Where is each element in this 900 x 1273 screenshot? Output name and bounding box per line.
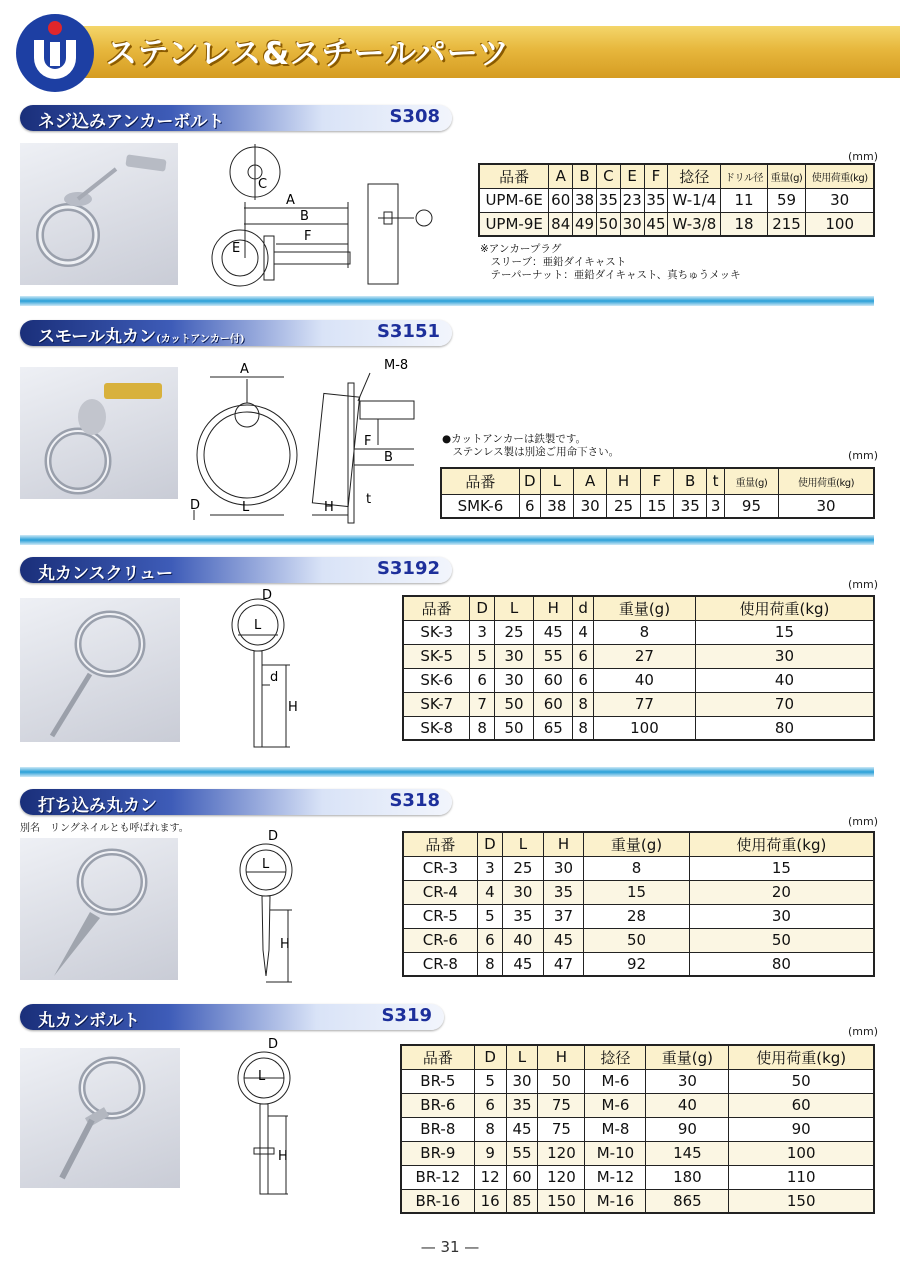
dim-label-h: H [324, 500, 334, 515]
table-cell: 35 [543, 880, 584, 904]
table-cell: 50 [596, 212, 620, 236]
table-cell: UPM-9E [479, 212, 549, 236]
table-cell: CR-3 [403, 856, 477, 880]
dim-label-h: H [280, 937, 290, 952]
table-cell: 60 [534, 668, 573, 692]
column-header: 使用荷重(kg) [695, 596, 874, 620]
table-cell: 8 [573, 716, 594, 740]
table-cell: CR-4 [403, 880, 477, 904]
dim-label-l: L [242, 500, 250, 515]
table-cell: 11 [721, 188, 767, 212]
dim-label-d: D [268, 1037, 279, 1052]
table-cell: 6 [573, 644, 594, 668]
table-cell: BR-9 [401, 1141, 474, 1165]
table-cell: M-6 [585, 1069, 646, 1093]
table-cell: BR-6 [401, 1093, 474, 1117]
table-cell: 35 [596, 188, 620, 212]
column-header: 品番 [403, 832, 477, 856]
product-code: S319 [381, 1005, 432, 1026]
column-header: 重量(g) [593, 596, 695, 620]
table-cell: 85 [506, 1189, 538, 1213]
column-header: H [534, 596, 573, 620]
table-cell: SK-3 [403, 620, 470, 644]
table-cell: 9 [474, 1141, 506, 1165]
table-cell: M-10 [585, 1141, 646, 1165]
column-header: A [574, 468, 607, 494]
note-text [442, 433, 619, 459]
table-cell: 6 [474, 1093, 506, 1117]
table-cell: 45 [506, 1117, 538, 1141]
table-cell: 16 [474, 1189, 506, 1213]
table-cell: 45 [534, 620, 573, 644]
table-cell: M-6 [585, 1093, 646, 1117]
column-header: D [477, 832, 502, 856]
table-cell: 35 [674, 494, 707, 518]
ring-nail-photo-illustration [20, 838, 178, 980]
table-cell: 25 [607, 494, 640, 518]
column-header: D [474, 1045, 506, 1069]
column-header: t [707, 468, 725, 494]
column-header: L [540, 468, 573, 494]
table-cell: W-3/8 [668, 212, 721, 236]
unit-label: (mm) [848, 1025, 879, 1038]
table-row [403, 904, 874, 928]
table-cell: CR-8 [403, 952, 477, 976]
table-row [403, 620, 874, 644]
section-title-bar [20, 1004, 444, 1030]
table-cell: 49 [573, 212, 597, 236]
dim-label-d-small: d [270, 670, 279, 685]
table-cell: BR-5 [401, 1069, 474, 1093]
table-cell: M-16 [585, 1189, 646, 1213]
column-header: H [607, 468, 640, 494]
table-cell: 55 [506, 1141, 538, 1165]
table-cell: M-12 [585, 1165, 646, 1189]
column-header: B [573, 164, 597, 188]
column-header: H [543, 832, 584, 856]
table-cell: 50 [494, 692, 533, 716]
dim-label-a: A [286, 193, 295, 208]
table-cell: 25 [503, 856, 544, 880]
table-cell: 215 [767, 212, 806, 236]
table-cell: 40 [695, 668, 874, 692]
table-cell: 5 [470, 644, 495, 668]
table-cell: BR-8 [401, 1117, 474, 1141]
table-cell: 27 [593, 644, 695, 668]
table-cell: 30 [620, 212, 644, 236]
table-cell: 90 [729, 1117, 874, 1141]
table-cell: SK-8 [403, 716, 470, 740]
table-cell: 5 [477, 904, 502, 928]
table-cell: 8 [573, 692, 594, 716]
spec-table [478, 163, 875, 237]
column-header: B [674, 468, 707, 494]
page-number: — 31 — [420, 1238, 480, 1256]
column-header: 使用荷重(kg) [729, 1045, 874, 1069]
column-header: 重量(g) [646, 1045, 729, 1069]
product-photo [20, 1048, 180, 1188]
dim-label-f: F [364, 434, 372, 449]
product-code: S3192 [376, 558, 440, 579]
table-cell: 180 [646, 1165, 729, 1189]
small-ring-photo-illustration [20, 367, 178, 499]
section-divider [20, 296, 874, 306]
column-header: C [596, 164, 620, 188]
dim-label-e: E [232, 241, 241, 256]
table-cell: 15 [640, 494, 673, 518]
table-cell: 50 [584, 928, 690, 952]
table-cell: 77 [593, 692, 695, 716]
table-row [401, 1069, 874, 1093]
table-cell: SK-5 [403, 644, 470, 668]
table-row [403, 880, 874, 904]
dim-label-h: H [288, 700, 298, 715]
table-cell: 4 [477, 880, 502, 904]
table-cell: 8 [584, 856, 690, 880]
table-cell: 100 [593, 716, 695, 740]
table-cell: 5 [474, 1069, 506, 1093]
table-cell: 30 [695, 644, 874, 668]
table-cell: 30 [574, 494, 607, 518]
section-title-bar [20, 789, 452, 815]
table-cell: 30 [494, 644, 533, 668]
table-cell: 30 [503, 880, 544, 904]
table-row [401, 1093, 874, 1117]
dim-label-d: D [262, 588, 273, 603]
product-photo [20, 143, 178, 285]
section-title: 丸カンボルト [38, 1011, 140, 1030]
section-title-sub: (カットアンカー付) [155, 334, 245, 345]
table-cell: 45 [644, 212, 668, 236]
column-header: 品番 [479, 164, 549, 188]
dim-label-t: t [366, 492, 372, 507]
table-cell: 40 [593, 668, 695, 692]
section-title-bar [20, 105, 452, 131]
spec-table [402, 831, 875, 977]
page-header [0, 0, 900, 100]
table-cell: 23 [620, 188, 644, 212]
table-row [403, 692, 874, 716]
table-cell: BR-16 [401, 1189, 474, 1213]
spec-table [402, 595, 875, 741]
table-cell: 80 [689, 952, 874, 976]
table-cell: 110 [729, 1165, 874, 1189]
table-cell: BR-12 [401, 1165, 474, 1189]
anchor-bolt-photo-illustration [20, 143, 178, 285]
table-cell: 75 [538, 1093, 585, 1117]
table-cell: 18 [721, 212, 767, 236]
table-cell: 15 [689, 856, 874, 880]
table-cell: M-8 [585, 1117, 646, 1141]
table-cell: 8 [593, 620, 695, 644]
dim-label-d: D [190, 498, 201, 513]
table-cell: 120 [538, 1165, 585, 1189]
column-header: d [573, 596, 594, 620]
dim-label-b: B [300, 209, 309, 224]
table-row [401, 1189, 874, 1213]
table-cell: 75 [538, 1117, 585, 1141]
dim-label-h: H [278, 1149, 288, 1164]
table-cell: 8 [477, 952, 502, 976]
column-header: 重量(g) [767, 164, 806, 188]
column-header: 品番 [403, 596, 470, 620]
section-title-main: スモール丸カン [38, 327, 156, 346]
table-cell: 45 [503, 952, 544, 976]
table-cell: 50 [538, 1069, 585, 1093]
table-cell: 15 [695, 620, 874, 644]
column-header: F [640, 468, 673, 494]
table-cell: 50 [494, 716, 533, 740]
section-title: 打ち込み丸カン [38, 796, 157, 815]
table-cell: 3 [477, 856, 502, 880]
column-header: D [519, 468, 540, 494]
section-divider [20, 535, 874, 545]
table-cell: SK-6 [403, 668, 470, 692]
section-title [38, 322, 245, 346]
table-cell: 15 [584, 880, 690, 904]
section-title-bar [20, 557, 452, 583]
table-cell: 38 [540, 494, 573, 518]
company-logo [14, 12, 96, 94]
table-cell: 35 [503, 904, 544, 928]
table-cell: SK-7 [403, 692, 470, 716]
dim-label-a: A [240, 362, 249, 377]
dim-label-c: C [258, 177, 268, 192]
table-cell: 8 [474, 1117, 506, 1141]
table-cell: 30 [689, 904, 874, 928]
product-code: S318 [389, 790, 440, 811]
table-row [403, 856, 874, 880]
column-header: F [644, 164, 668, 188]
table-cell: 100 [806, 212, 874, 236]
table-cell: 40 [646, 1093, 729, 1117]
column-header: 捻径 [668, 164, 721, 188]
column-header: D [470, 596, 495, 620]
dimension-drawing [200, 140, 470, 300]
dim-label-l: L [262, 857, 270, 872]
spec-table [400, 1044, 875, 1214]
table-cell: 3 [470, 620, 495, 644]
column-header: L [506, 1045, 538, 1069]
column-header: 使用荷重(kg) [779, 468, 874, 494]
alias-note: 別名 リングネイルとも呼ばれます。 [20, 823, 189, 834]
table-row [401, 1117, 874, 1141]
column-header: 重量(g) [584, 832, 690, 856]
table-row [403, 668, 874, 692]
table-cell: 30 [506, 1069, 538, 1093]
unit-label: (mm) [848, 449, 879, 462]
table-row [403, 716, 874, 740]
table-cell: 60 [549, 188, 573, 212]
table-cell: 30 [646, 1069, 729, 1093]
table-cell: 4 [573, 620, 594, 644]
column-header: 品番 [401, 1045, 474, 1069]
table-row [479, 188, 874, 212]
table-cell: 59 [767, 188, 806, 212]
table-cell: 70 [695, 692, 874, 716]
table-cell: 20 [689, 880, 874, 904]
table-cell: 30 [494, 668, 533, 692]
table-cell: SMK-6 [441, 494, 519, 518]
table-cell: 28 [584, 904, 690, 928]
dim-label-l: L [258, 1069, 266, 1084]
table-cell: 30 [779, 494, 874, 518]
table-cell: 45 [543, 928, 584, 952]
page-title: ステンレス&スチールパーツ [106, 36, 510, 72]
dimension-drawing [210, 826, 320, 996]
section-title: ネジ込みアンカーボルト [38, 112, 225, 131]
table-cell: 55 [534, 644, 573, 668]
table-cell: 8 [470, 716, 495, 740]
table-cell: 150 [729, 1189, 874, 1213]
dim-label-d: D [268, 829, 279, 844]
note-line: テーパーナット：亜鉛ダイキャスト、真ちゅうメッキ [480, 269, 741, 281]
column-header: A [549, 164, 573, 188]
column-header: L [503, 832, 544, 856]
table-row [403, 928, 874, 952]
product-photo [20, 838, 178, 980]
unit-label: (mm) [848, 150, 879, 163]
table-cell: 12 [474, 1165, 506, 1189]
table-cell: 6 [477, 928, 502, 952]
table-cell: 150 [538, 1189, 585, 1213]
table-cell: 47 [543, 952, 584, 976]
table-cell: 865 [646, 1189, 729, 1213]
unit-label: (mm) [848, 578, 879, 591]
note-line: ※アンカープラグ [480, 243, 562, 255]
table-cell: CR-5 [403, 904, 477, 928]
table-cell: 60 [534, 692, 573, 716]
table-cell: 65 [534, 716, 573, 740]
dim-label-b: B [384, 450, 393, 465]
table-row [479, 212, 874, 236]
table-cell: 40 [503, 928, 544, 952]
section-title: 丸カンスクリュー [38, 564, 173, 583]
table-cell: 95 [724, 494, 778, 518]
section-divider [20, 767, 874, 777]
table-cell: 50 [729, 1069, 874, 1093]
column-header: H [538, 1045, 585, 1069]
table-cell: 84 [549, 212, 573, 236]
table-row [401, 1165, 874, 1189]
spec-table [440, 467, 875, 519]
dim-label-l: L [254, 618, 262, 633]
note-line: ●カットアンカーは鉄製です。 [442, 433, 586, 445]
table-row [403, 952, 874, 976]
dimension-drawing [210, 585, 320, 755]
table-cell: 6 [519, 494, 540, 518]
table-cell: 38 [573, 188, 597, 212]
table-cell: 25 [494, 620, 533, 644]
table-cell: 145 [646, 1141, 729, 1165]
table-cell: 30 [543, 856, 584, 880]
column-header: 使用荷重(kg) [689, 832, 874, 856]
ring-bolt-photo-illustration [20, 1048, 180, 1188]
column-header: L [494, 596, 533, 620]
table-cell: 120 [538, 1141, 585, 1165]
note-line: スリーブ：亜鉛ダイキャスト [480, 256, 627, 268]
product-photo [20, 598, 180, 742]
product-code: S3151 [376, 321, 440, 342]
table-cell: 35 [644, 188, 668, 212]
table-cell: 80 [695, 716, 874, 740]
table-cell: CR-6 [403, 928, 477, 952]
table-cell: 6 [573, 668, 594, 692]
table-cell: 6 [470, 668, 495, 692]
table-cell: 90 [646, 1117, 729, 1141]
table-cell: 7 [470, 692, 495, 716]
table-cell: UPM-6E [479, 188, 549, 212]
product-code: S308 [389, 106, 440, 127]
dimension-drawing [210, 1036, 320, 1206]
table-cell: 3 [707, 494, 725, 518]
column-header: 重量(g) [724, 468, 778, 494]
ring-screw-photo-illustration [20, 598, 180, 742]
dim-label-f: F [304, 229, 312, 244]
table-cell: 60 [729, 1093, 874, 1117]
note-text [480, 243, 741, 282]
column-header: 使用荷重(kg) [806, 164, 874, 188]
column-header: 捻径 [585, 1045, 646, 1069]
table-cell: 92 [584, 952, 690, 976]
table-row [441, 494, 874, 518]
note-line: ステンレス製は別途ご用命下さい。 [442, 446, 620, 458]
table-cell: 30 [806, 188, 874, 212]
dim-label-m8: M-8 [384, 358, 409, 373]
unit-label: (mm) [848, 815, 879, 828]
table-cell: 35 [506, 1093, 538, 1117]
section-title-bar [20, 320, 452, 346]
table-row [403, 644, 874, 668]
table-cell: 37 [543, 904, 584, 928]
table-cell: 50 [689, 928, 874, 952]
table-cell: W-1/4 [668, 188, 721, 212]
table-cell: 60 [506, 1165, 538, 1189]
column-header: E [620, 164, 644, 188]
table-cell: 100 [729, 1141, 874, 1165]
product-photo [20, 367, 178, 499]
dimension-drawing [188, 355, 428, 525]
table-row [401, 1141, 874, 1165]
column-header: 品番 [441, 468, 519, 494]
column-header: ドリル径 [721, 164, 767, 188]
